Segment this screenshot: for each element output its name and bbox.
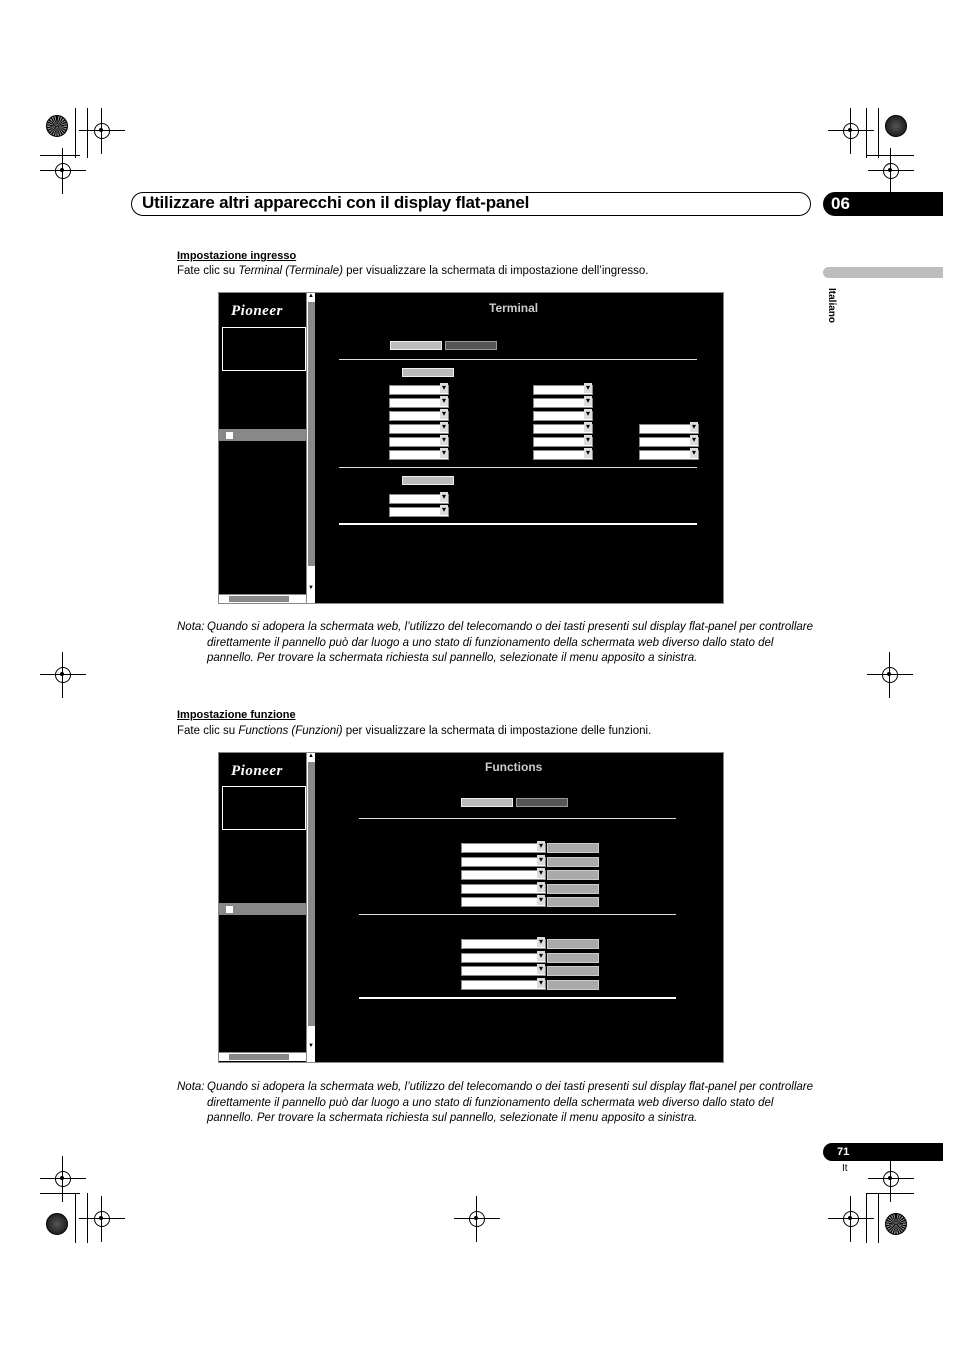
dropdown[interactable] xyxy=(533,411,593,421)
tab-button[interactable] xyxy=(461,798,513,807)
crop-mark xyxy=(866,1193,867,1243)
tab-button[interactable] xyxy=(516,798,568,807)
sidebar xyxy=(219,753,306,1062)
dropdown[interactable] xyxy=(461,857,546,867)
crop-mark xyxy=(878,108,879,158)
section-button[interactable] xyxy=(402,368,454,377)
crosshair-icon xyxy=(840,1208,862,1230)
chapter-number: 06 xyxy=(823,192,943,216)
text-suffix: per visualizzare la schermata di impostazione delle funzioni. xyxy=(342,725,652,737)
dropdown[interactable] xyxy=(533,437,593,447)
text-prefix: Fate clic su xyxy=(177,725,239,737)
crop-mark xyxy=(87,1193,88,1243)
scroll-up-icon[interactable]: ▲ xyxy=(308,293,314,299)
dropdown[interactable] xyxy=(461,980,546,990)
dropdown[interactable] xyxy=(389,398,449,408)
value-box[interactable] xyxy=(547,897,599,907)
dropdown[interactable] xyxy=(639,450,699,460)
pioneer-logo: Pioneer xyxy=(231,763,283,779)
note-text: Quando si adopera la schermata web, l’utilizzo del telecomando o dei tasti presenti sul display flat-panel per controllare direttamente il pannello può dar luogo a uno stato di funzionamento della schermata web diverso dallo stato del pannello. Per trovare la schermata richiesta sul pannello, selezionate il menu apposito a sinistra. xyxy=(207,1081,814,1124)
value-box[interactable] xyxy=(547,953,599,963)
scroll-down-icon[interactable]: ▼ xyxy=(308,585,314,591)
note-label: Nota: xyxy=(177,1081,205,1093)
dropdown[interactable] xyxy=(389,450,449,460)
scroll-up-icon[interactable]: ▲ xyxy=(308,753,314,759)
page-language-code: It xyxy=(842,1163,848,1174)
section-body-function xyxy=(177,725,651,737)
note-text: Quando si adopera la schermata web, l’utilizzo del telecomando o dei tasti presenti sul display flat-panel per controllare direttamente il pannello può dar luogo a uno stato di funzionamento della schermata web diverso dallo stato del pannello. Per trovare la schermata richiesta sul pannello, selezionate il menu apposito a sinistra. xyxy=(207,621,814,664)
divider xyxy=(359,914,676,915)
dropdown[interactable] xyxy=(461,843,546,853)
dropdown[interactable] xyxy=(639,424,699,434)
crosshair-icon xyxy=(52,664,74,686)
dropdown[interactable] xyxy=(389,494,449,504)
registration-target-icon xyxy=(46,1213,68,1235)
crosshair-icon xyxy=(880,160,902,182)
scroll-down-icon[interactable]: ▼ xyxy=(308,1043,314,1049)
value-box[interactable] xyxy=(547,884,599,894)
registration-target-icon xyxy=(46,115,68,137)
crosshair-icon xyxy=(91,1208,113,1230)
divider xyxy=(339,359,697,360)
dropdown[interactable] xyxy=(389,385,449,395)
crosshair-icon xyxy=(52,160,74,182)
bullet-icon xyxy=(226,432,233,439)
value-box[interactable] xyxy=(547,966,599,976)
functions-screenshot xyxy=(218,752,724,1063)
dropdown[interactable] xyxy=(461,953,546,963)
tab-button[interactable] xyxy=(390,341,442,350)
bullet-icon xyxy=(226,906,233,913)
horizontal-scrollbar[interactable] xyxy=(219,1052,306,1061)
dropdown[interactable] xyxy=(639,437,699,447)
dropdown[interactable] xyxy=(533,424,593,434)
panel-title: Functions xyxy=(485,760,543,774)
value-box[interactable] xyxy=(547,843,599,853)
scroll-thumb[interactable] xyxy=(308,762,315,1026)
menu-reference: Terminal (Terminale) xyxy=(238,265,343,277)
value-box[interactable] xyxy=(547,857,599,867)
tab-button[interactable] xyxy=(445,341,497,350)
note-2 xyxy=(177,1080,817,1127)
crop-mark xyxy=(866,108,867,158)
sidebar-item-selected[interactable] xyxy=(219,429,306,441)
dropdown[interactable] xyxy=(461,884,546,894)
panel-title: Terminal xyxy=(489,301,539,315)
crop-mark xyxy=(878,1193,879,1243)
registration-target-icon xyxy=(885,1213,907,1235)
vertical-scrollbar[interactable] xyxy=(306,753,315,1062)
sidebar-box xyxy=(222,786,306,830)
menu-reference: Functions (Funzioni) xyxy=(238,725,343,737)
crosshair-icon xyxy=(91,120,113,142)
page-number: 71 xyxy=(823,1143,943,1161)
note-label: Nota: xyxy=(177,621,205,633)
crop-mark xyxy=(40,155,80,156)
dropdown[interactable] xyxy=(533,385,593,395)
crop-mark xyxy=(866,1193,914,1194)
text-suffix: per visualizzare la schermata di impostazione dell’ingresso. xyxy=(342,265,649,277)
text-prefix: Fate clic su xyxy=(177,265,239,277)
divider xyxy=(359,997,676,999)
registration-target-icon xyxy=(885,115,907,137)
sidebar-item-selected[interactable] xyxy=(219,903,306,915)
divider xyxy=(359,818,676,819)
pioneer-logo: Pioneer xyxy=(231,303,283,319)
value-box[interactable] xyxy=(547,980,599,990)
divider xyxy=(339,523,697,525)
dropdown[interactable] xyxy=(389,437,449,447)
dropdown[interactable] xyxy=(389,411,449,421)
language-tab xyxy=(823,267,943,278)
crop-mark xyxy=(87,108,88,158)
crosshair-icon xyxy=(52,1168,74,1190)
sidebar xyxy=(219,293,306,603)
scroll-thumb[interactable] xyxy=(308,302,315,566)
crop-mark xyxy=(866,155,914,156)
value-box[interactable] xyxy=(547,939,599,949)
horizontal-scrollbar[interactable] xyxy=(219,594,306,603)
note-1 xyxy=(177,620,817,667)
crosshair-icon xyxy=(880,1168,902,1190)
crop-mark xyxy=(75,108,76,158)
section-button[interactable] xyxy=(402,476,454,485)
crosshair-icon xyxy=(840,120,862,142)
language-label: Italiano xyxy=(826,288,837,324)
dropdown[interactable] xyxy=(461,966,546,976)
crosshair-icon xyxy=(879,664,901,686)
crop-mark xyxy=(40,1193,80,1194)
chapter-title: Utilizzare altri apparecchi con il display flat-panel xyxy=(142,193,530,212)
scroll-thumb[interactable] xyxy=(229,596,289,602)
section-title-function: Impostazione funzione xyxy=(177,709,296,721)
section-body-input xyxy=(177,265,649,277)
scroll-thumb[interactable] xyxy=(229,1054,289,1060)
dropdown[interactable] xyxy=(389,424,449,434)
vertical-scrollbar[interactable] xyxy=(306,293,315,603)
section-title-input: Impostazione ingresso xyxy=(177,250,297,262)
dropdown[interactable] xyxy=(461,870,546,880)
crosshair-icon xyxy=(466,1208,488,1230)
dropdown[interactable] xyxy=(533,398,593,408)
divider xyxy=(339,467,697,468)
sidebar-box xyxy=(222,327,306,371)
value-box[interactable] xyxy=(547,870,599,880)
terminal-screenshot xyxy=(218,292,724,604)
dropdown[interactable] xyxy=(461,897,546,907)
crop-mark xyxy=(75,1193,76,1243)
dropdown[interactable] xyxy=(533,450,593,460)
dropdown[interactable] xyxy=(389,507,449,517)
dropdown[interactable] xyxy=(461,939,546,949)
